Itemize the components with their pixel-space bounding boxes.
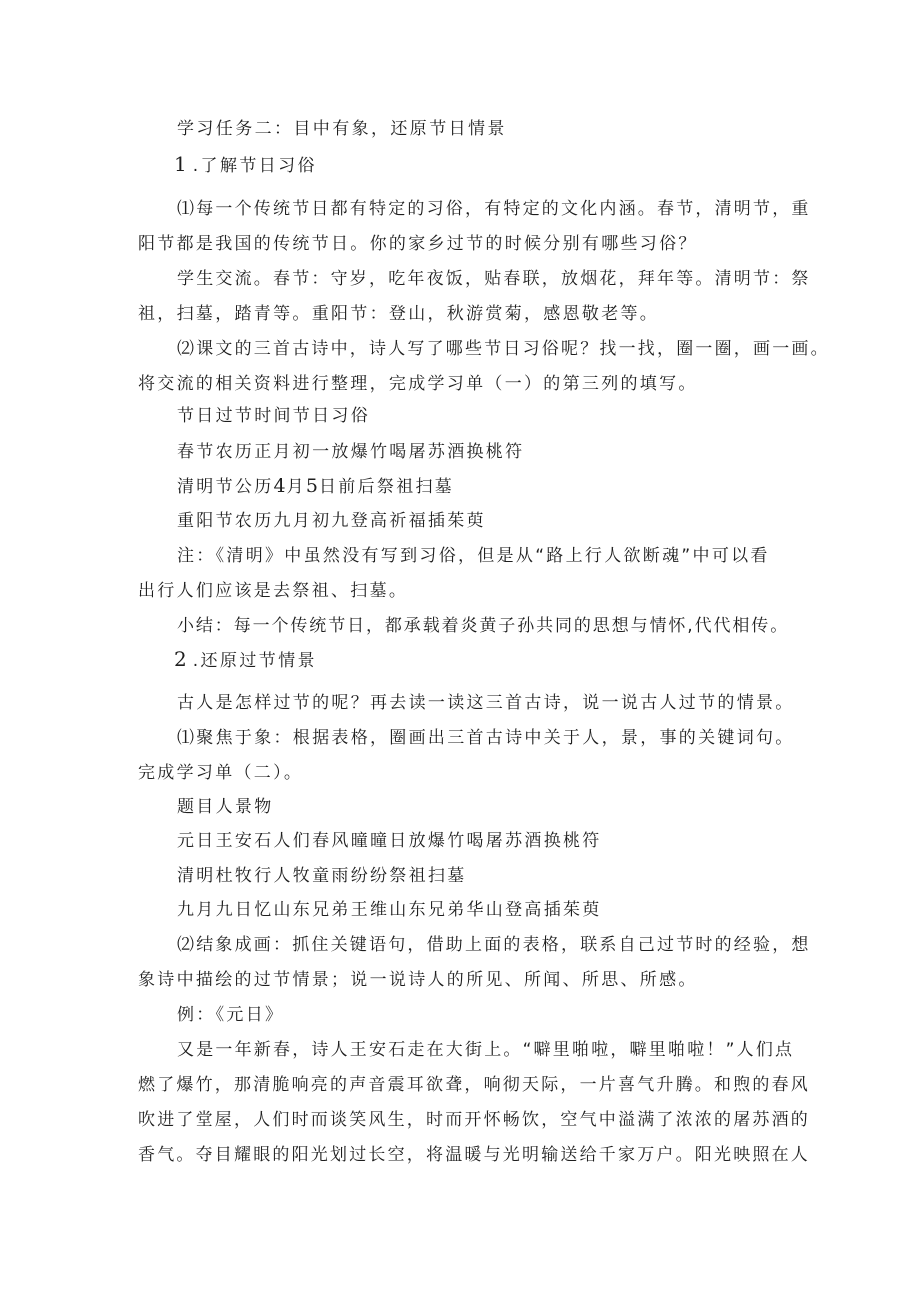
row-qingming-text-a: 清明节公历 (177, 477, 274, 497)
section1-heading (174, 153, 317, 177)
task2-heading: 学习任务二：目中有象，还原节日情景 (177, 119, 507, 139)
table2-row-jiuyue: 九月九日忆山东兄弟王维山东兄弟华山登高插茱萸 (177, 900, 602, 920)
table1-row-spring: 春节农历正月初一放爆竹喝屠苏酒换桃符 (177, 442, 525, 462)
section1-title: .了解节日习俗 (192, 156, 317, 176)
table1-row-qingming (177, 475, 454, 498)
story-line3: 吹进了堂屋，人们时而谈笑风生，时而开怀畅饮，空气中溢满了浓浓的屠苏酒的 (138, 1110, 810, 1130)
row-qingming-text-c: 日前后祭祖扫墓 (319, 477, 455, 497)
note-line2: 出行人们应该是去祭祖、扫墓。 (138, 581, 409, 601)
question1-line2: 阳节都是我国的传统节日。你的家乡过节的时候分别有哪些习俗？ (138, 234, 698, 254)
exchange-line1: 学生交流。春节：守岁，吃年夜饭，贴春联，放烟花，拜年等。清明节：祭 (177, 269, 811, 289)
example-title: 例：《元日》 (177, 1005, 285, 1025)
story-line4: 香气。夺目耀眼的阳光划过长空，将温暖与光明输送给千家万户。阳光映照在人 (138, 1145, 810, 1165)
focus-line1: ⑴聚焦于象：根据表格，圈画出三首古诗中关于人，景，事的关键词句。 (177, 728, 795, 748)
section2-title: .还原过节情景 (192, 651, 317, 671)
imagine-line1: ⑵结象成画：抓住关键语句，借助上面的表格，联系自己过节时的经验，想 (177, 935, 811, 955)
note-line1: 注：《清明》中虽然没有写到习俗，但是从“路上行人欲断魂”中可以看 (177, 546, 770, 566)
intro: 古人是怎样过节的呢？再去读一读这三首古诗，说一说古人过节的情景。 (177, 693, 795, 713)
question2-line2: 将交流的相关资料进行整理，完成学习单（一）的第三列的填写。 (138, 374, 698, 394)
story-line1: 又是一年新春，诗人王安石走在大街上。“噼里啪啦，噼里啪啦！”人们点 (177, 1040, 795, 1060)
row-qingming-day: 5 (305, 475, 319, 497)
section1-number: 1 (174, 152, 193, 176)
table1-header: 节日过节时间节日习俗 (177, 406, 370, 426)
row-qingming-month: 4 (273, 475, 287, 497)
section2-heading (174, 648, 317, 672)
exchange-line2: 祖，扫墓，踏青等。重阳节：登山，秋游赏菊，感恩敬老等。 (138, 304, 660, 324)
story-line2: 燃了爆竹，那清脆响亮的声音震耳欲聋，响彻天际，一片喜气升腾。和煦的春风 (138, 1075, 810, 1095)
table1-row-chongyang: 重阳节农历九月初九登高祈福插茱萸 (177, 511, 486, 531)
imagine-line2: 象诗中描绘的过节情景；说一说诗人的所见、所闻、所思、所感。 (138, 970, 698, 990)
table2-row-yuanri: 元日王安石人们春风曈曈日放爆竹喝屠苏酒换桃符 (177, 831, 602, 851)
table2-row-qingming: 清明杜牧行人牧童雨纷纷祭祖扫墓 (177, 866, 467, 886)
row-qingming-text-b: 月 (286, 477, 306, 497)
question1-line1: ⑴每一个传统节日都有特定的习俗，有特定的文化内涵。春节，清明节，重 (177, 199, 811, 219)
table2-header: 题目人景物 (177, 797, 274, 817)
summary: 小结：每一个传统节日，都承载着炎黄子孙共同的思想与情怀,代代相传。 (177, 616, 790, 636)
section2-number: 2 (174, 647, 193, 671)
question2-line1: ⑵课文的三首古诗中，诗人写了哪些节日习俗呢？找一找，圈一圈，画一画。 (177, 339, 830, 359)
focus-line2: 完成学习单（二）。 (138, 763, 304, 783)
